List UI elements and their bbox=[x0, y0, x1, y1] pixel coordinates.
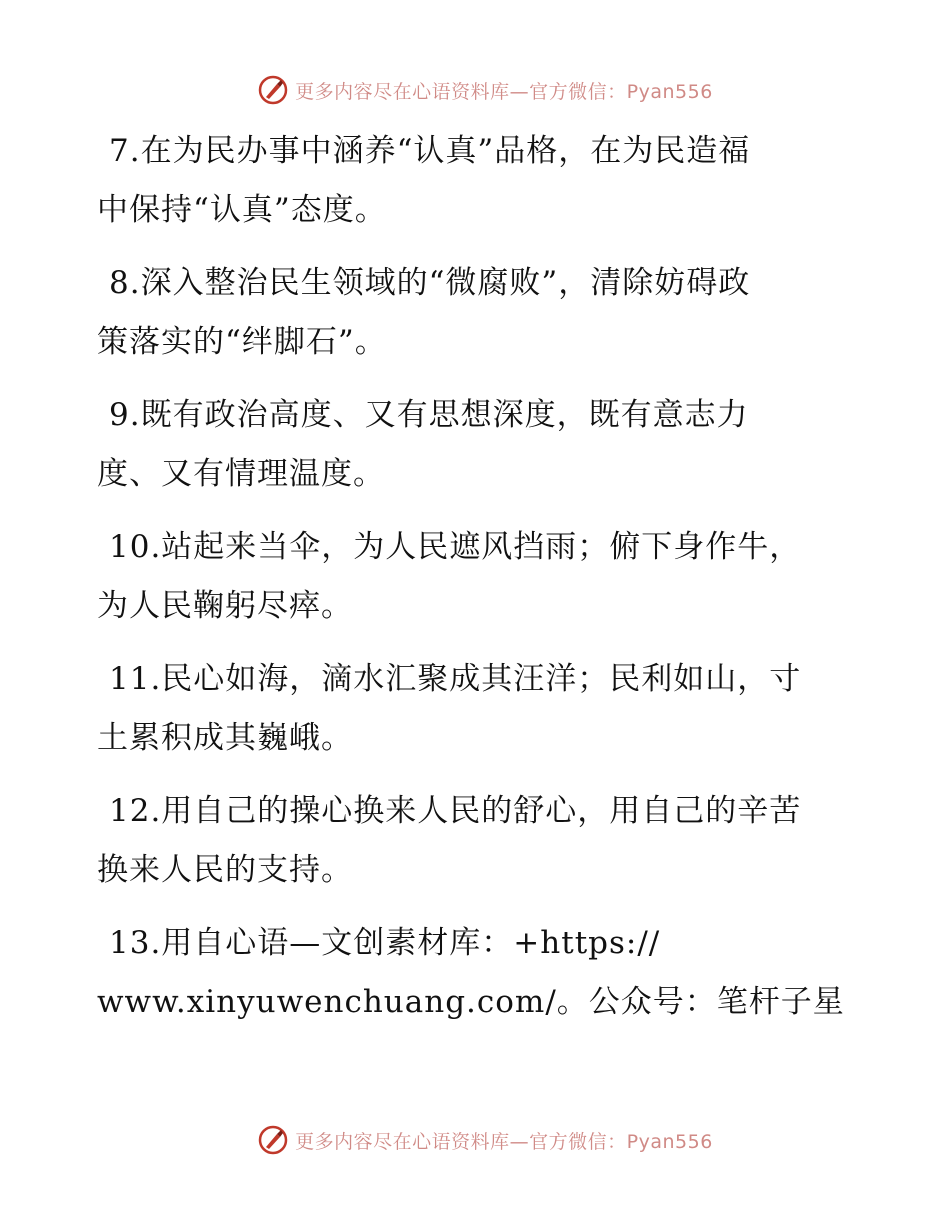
list-item bbox=[97, 254, 857, 372]
footer-watermark-text: 更多内容尽在心语资料库—官方微信：Pyan556 bbox=[295, 1130, 713, 1153]
list-item bbox=[97, 782, 857, 900]
document-body bbox=[97, 122, 857, 1046]
list-item-line: www.xinyuwenchuang.com/。公众号：笔杆子星 bbox=[97, 984, 845, 1020]
list-item bbox=[97, 386, 857, 504]
list-item-line: 换来人民的支持。 bbox=[97, 852, 353, 888]
pen-logo-icon bbox=[257, 74, 289, 106]
list-item-line: 中保持“认真”态度。 bbox=[97, 192, 387, 228]
list-item bbox=[97, 122, 857, 240]
list-item-line: 土累积成其巍峨。 bbox=[97, 720, 353, 756]
header-watermark-text: 更多内容尽在心语资料库—官方微信：Pyan556 bbox=[295, 80, 713, 103]
list-item-line: 策落实的“绊脚石”。 bbox=[97, 324, 387, 360]
list-item bbox=[97, 914, 857, 1032]
list-item bbox=[97, 518, 857, 636]
list-item-line: 为人民鞠躬尽瘁。 bbox=[97, 588, 353, 624]
list-item-line: 10.站起来当伞，为人民遮风挡雨；俯下身作牛， bbox=[109, 529, 802, 565]
list-item bbox=[97, 650, 857, 768]
footer-watermark bbox=[0, 1120, 950, 1160]
list-item-line: 11.民心如海，滴水汇聚成其汪洋；民利如山，寸 bbox=[109, 661, 802, 697]
list-item-line: 度、又有情理温度。 bbox=[97, 456, 385, 492]
list-item-line: 12.用自己的操心换来人民的舒心，用自己的辛苦 bbox=[109, 793, 802, 829]
pen-logo-icon bbox=[257, 1124, 289, 1156]
list-item-line: 8.深入整治民生领域的“微腐败”，清除妨碍政 bbox=[109, 265, 751, 301]
header-watermark bbox=[0, 70, 950, 110]
list-item-line: 9.既有政治高度、又有思想深度，既有意志力 bbox=[109, 397, 749, 433]
list-item-line: 13.用自心语—文创素材库：+https:// bbox=[109, 925, 661, 961]
list-item-line: 7.在为民办事中涵养“认真”品格，在为民造福 bbox=[109, 133, 751, 169]
